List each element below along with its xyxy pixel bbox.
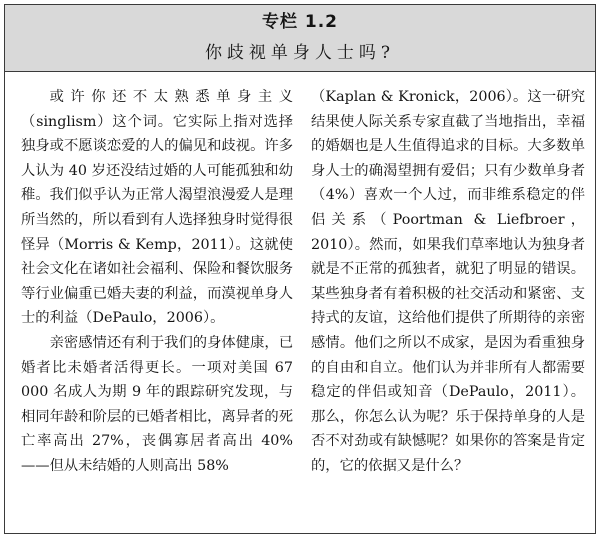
box-label: 专栏 1.2 xyxy=(261,12,339,32)
box-title: 你歧视单身人士吗? xyxy=(204,43,396,63)
box-header xyxy=(5,5,595,72)
paragraph-continued: （Kaplan & Kronick，2006）。这一研究结果使人际关系专家直截了当地指出，幸福的婚姻也是人生值得追求的目标。大多数单身人士的确渴望拥有爱侣；只有少数单身者（4%）喜欢一个人过，而非维系稳定的伴侣关系（Poortman & Liefbroer，2010）。然而，如果我们草率地认为独身者就是不正常的孤独者，就犯了明显的错误。某些独身者有着积极的社交活动和紧密、支持式的友谊，这给他们提供了所期待的亲密感情。他们之所以不成家，是因为看重独身的自由和自立。他们认为并非所有人都需要稳定的伴侣或知音（DePaulo，2011）。那么，你怎么认为呢？乐于保持单身的人是否不对劲或有缺憾呢？如果你的答案是肯定的，它的依据又是什么？ xyxy=(311,89,585,474)
right-column xyxy=(311,85,585,531)
left-column xyxy=(21,85,293,531)
paragraph-health: 亲密感情还有利于我们的身体健康，已婚者比未婚者活得更长。一项对美国 67 000 名成人为期 9 年的跟踪研究发现，与相同年龄和阶层的已婚者相比，离异者的死亡率高出 27%，丧偶寡居者高出 40%——但从未结婚的人则高出 58% xyxy=(21,334,293,474)
paragraph-singlism: 或许你还不太熟悉单身主义（singlism）这个词。它实际上指对选择独身或不愿谈恋爱的人的偏见和歧视。许多人认为 40 岁还没结过婚的人可能孤独和幼稚。我们似乎认为正常人渴望浪漫爱人是理所当然的，所以看到有人选择独身时觉得很怪异（Morris & Kemp，2011）。这就使社会文化在诸如社会福利、保险和餐饮服务等行业偏重已婚夫妻的利益，而漠视单身人士的利益（DePaulo，2006）。 xyxy=(21,89,293,327)
sidebar-box xyxy=(4,4,596,534)
